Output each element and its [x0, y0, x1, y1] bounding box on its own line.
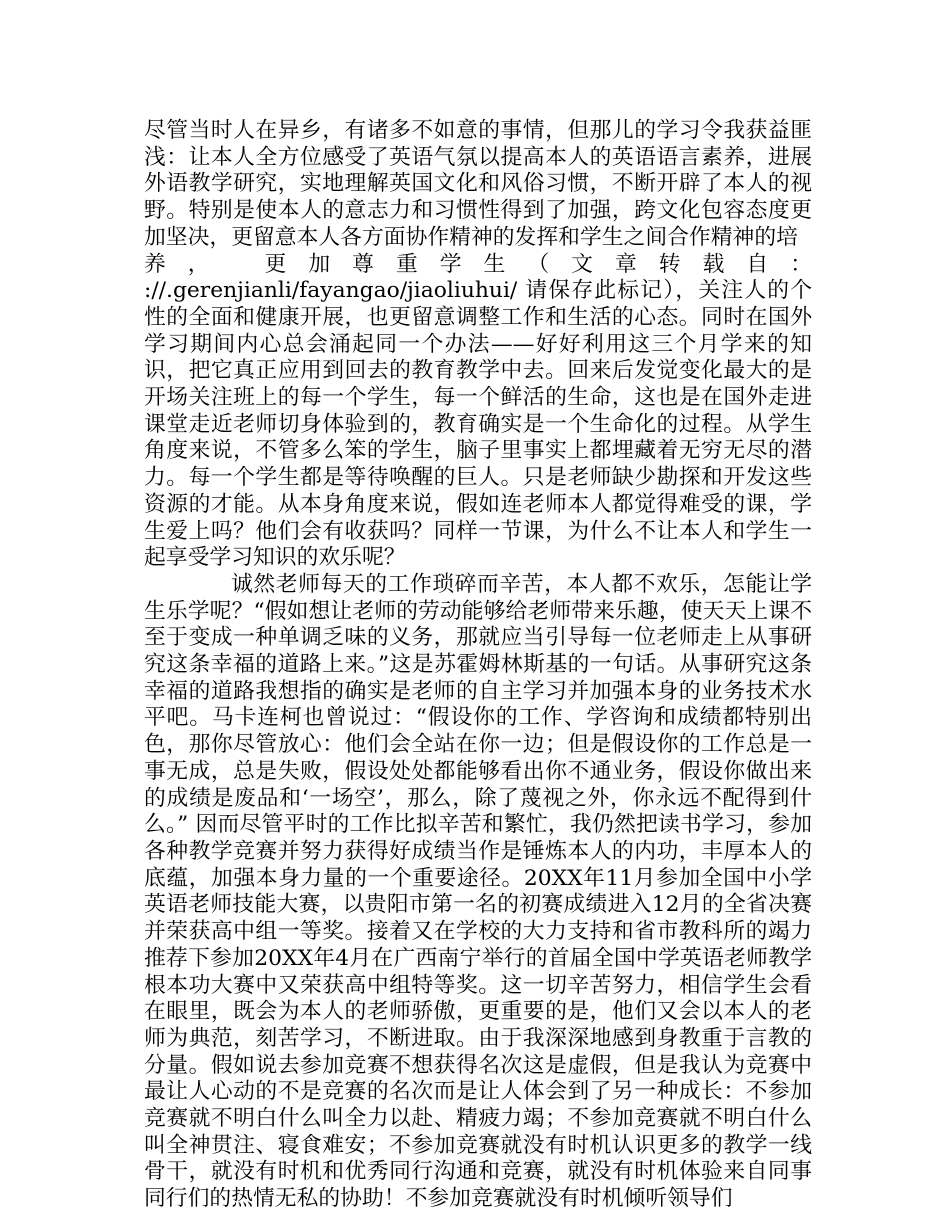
- paragraph-segment: ://.gerenjianli/fayangao/jiaoliuhui/ 请保存此标记），关注人的个性的全面和健康开展，也更留意调整工作和生活的心态。同时在国外学习期间内心总会涌起同一个办法——好好利用这三个月学来的知识，把它真正应用到回去的教育教学中去。回来后发觉变化最大的是开场关注班上的每一个学生，每一个鲜活的生命，这也是在国外走进课堂走近老师切身体验到的，教育确实是一个生命化的过程。从学生角度来说，不管多么笨的学生，脑子里事实上都埋藏着无穷无尽的潜力。每一个学生都是等待唤醒的巨人。只是老师缺少勘探和开发这些资源的才能。从本身角度来说，假如连老师本人都觉得难受的课，学生爱上吗？他们会有收获吗？同样一节课，为什么不让本人和学生一起享受学习知识的欢乐呢？: [144, 278, 812, 571]
- paragraph-segment-spread: 养， 更加尊重学生（文章转载自：: [144, 251, 812, 277]
- paragraph-segment: 尽管当时人在异乡，有诸多不如意的事情，但那儿的学习令我获益匪浅：让本人全方位感受了英语气氛以提高本人的英语语言素养，进展外语教学研究，实地理解英国文化和风俗习惯，不断开辟了本人的视野。特别是使本人的意志力和习惯性得到了加强，跨文化包容态度更加坚决，更留意本人各方面协作精神的发挥和学生之间合作精神的培: [144, 118, 812, 250]
- paragraph-study-abroad: [144, 118, 812, 572]
- paragraph-teacher-work: 诚然老师每天的工作琐碎而辛苦，本人都不欢乐，怎能让学生乐学呢？“假如想让老师的劳动能够给老师带来乐趣，使天天上课不至于变成一种单调乏味的义务，那就应当引导每一位老师走上从事研究这条幸福的道路上来。”这是苏霍姆林斯基的一句话。从事研究这条幸福的道路我想指的确实是老师的自主学习并加强本身的业务技术水平吧。马卡连柯也曾说过：“假设你的工作、学咨询和成绩都特别出色，那你尽管放心：他们会全站在你一边；但是假设你的工作总是一事无成，总是失败，假设处处都能够看出你不通业务，假设你做出来的成绩是废品和‘一场空’，那么，除了蔑视之外，你永远不配得到什么。” 因而尽管平时的工作比拟辛苦和繁忙，我仍然把读书学习，参加各种教学竞赛并努力获得好成绩当作是锤炼本人的内功，丰厚本人的底蕴，加强本身力量的一个重要途径。20XX年11月参加全国中小学英语老师技能大赛，以贵阳市第一名的初赛成绩进入12月的全省决赛并荣获高中组一等奖。接着又在学校的大力支持和省市教科所的竭力推荐下参加20XX年4月在广西南宁举行的首届全国中学英语老师教学根本功大赛中又荣获高中组特等奖。这一切辛苦努力，相信学生会看在眼里，既会为本人的老师骄傲，更重要的是，他们又会以本人的老师为典范，刻苦学习，不断进取。由于我深深地感到身教重于言教的分量。假如说去参加竞赛不想获得名次这是虚假，但是我认为竞赛中最让人心动的不是竞赛的名次而是让人体会到了另一种成长：不参加竞赛就不明白什么叫全力以赴、精疲力竭；不参加竞赛就不明白什么叫全神贯注、寝食难安；不参加竞赛就没有时机认识更多的教学一线骨干，就没有时机和优秀同行沟通和竞赛，就没有时机体验来自同事同行们的热情无私的协助！不参加竞赛就没有时机倾听领导们: [144, 571, 812, 1212]
- document-page: [144, 118, 812, 1213]
